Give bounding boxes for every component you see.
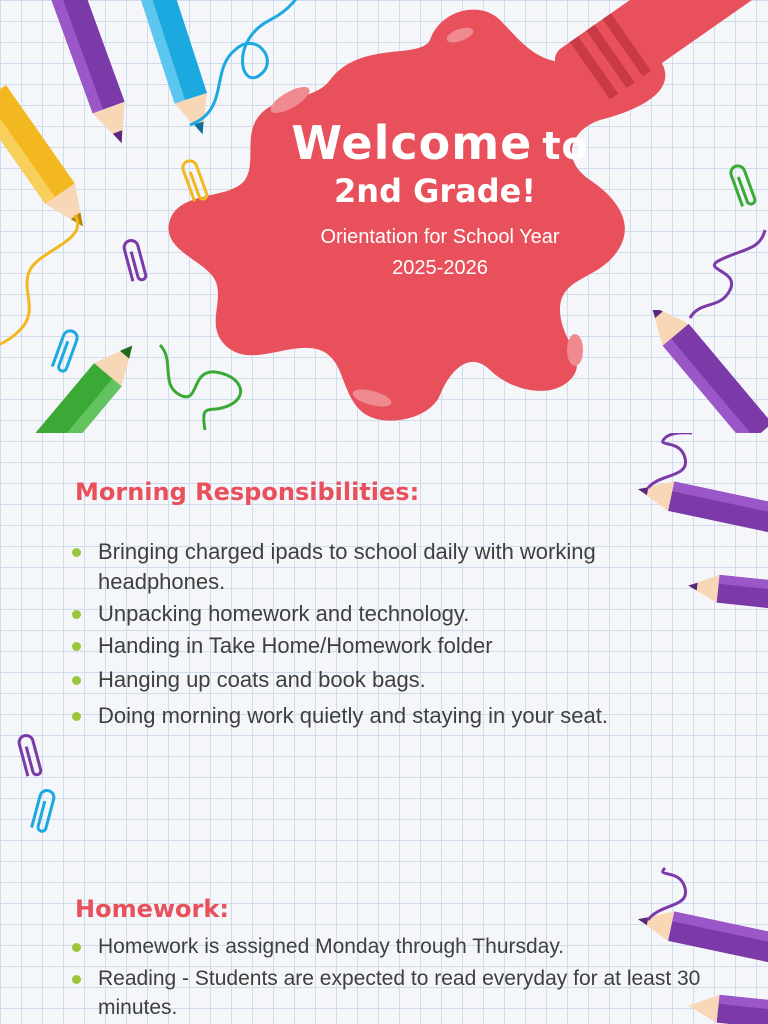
list-item: [70, 599, 670, 629]
list-item: [70, 964, 710, 1022]
bullet-dot-icon: [72, 548, 81, 557]
title-block: [250, 116, 630, 284]
morning-heading: Morning Responsibilities:: [75, 478, 420, 506]
title-slide: [0, 0, 768, 433]
paperclip-icon: [728, 160, 758, 215]
bullet-dot-icon: [72, 642, 81, 651]
list-item-text: Homework is assigned Monday through Thursday.: [98, 935, 565, 958]
list-item: [70, 932, 710, 961]
homework-list: [70, 932, 710, 1022]
list-item-text: Reading - Students are expected to read everyday for at least 30 minutes.: [98, 967, 701, 1019]
list-item: [70, 701, 670, 731]
paperclip-icon: [50, 325, 80, 380]
list-item-text: Doing morning work quietly and staying in your seat.: [98, 703, 608, 728]
paperclip-icon: [180, 155, 210, 210]
list-item: [70, 537, 670, 597]
title-to: to: [542, 124, 589, 168]
homework-heading: Homework:: [75, 895, 229, 923]
list-item-text: Unpacking homework and technology.: [98, 601, 470, 626]
bullet-dot-icon: [72, 610, 81, 619]
bullet-dot-icon: [72, 676, 81, 685]
list-item: [70, 665, 670, 695]
list-item-text: Hanging up coats and book bags.: [98, 667, 426, 692]
list-item-text: Bringing charged ipads to school daily with working headphones.: [98, 539, 596, 594]
title-word: Welcome: [291, 116, 533, 170]
bullet-dot-icon: [72, 943, 81, 952]
bullet-dot-icon: [72, 975, 81, 984]
title-grade: 2nd Grade!: [334, 172, 536, 210]
paperclip-icon: [28, 785, 58, 840]
morning-list: [70, 537, 670, 733]
paperclip-icon: [120, 235, 150, 290]
list-item-text: Handing in Take Home/Homework folder: [98, 633, 493, 658]
subtitle: [250, 222, 630, 284]
paperclip-icon: [15, 730, 45, 785]
subtitle-line-1: Orientation for School Year: [320, 226, 560, 248]
title-welcome: [250, 116, 630, 170]
bullet-dot-icon: [72, 712, 81, 721]
list-item: [70, 631, 670, 661]
subtitle-line-2: 2025-2026: [392, 257, 488, 279]
